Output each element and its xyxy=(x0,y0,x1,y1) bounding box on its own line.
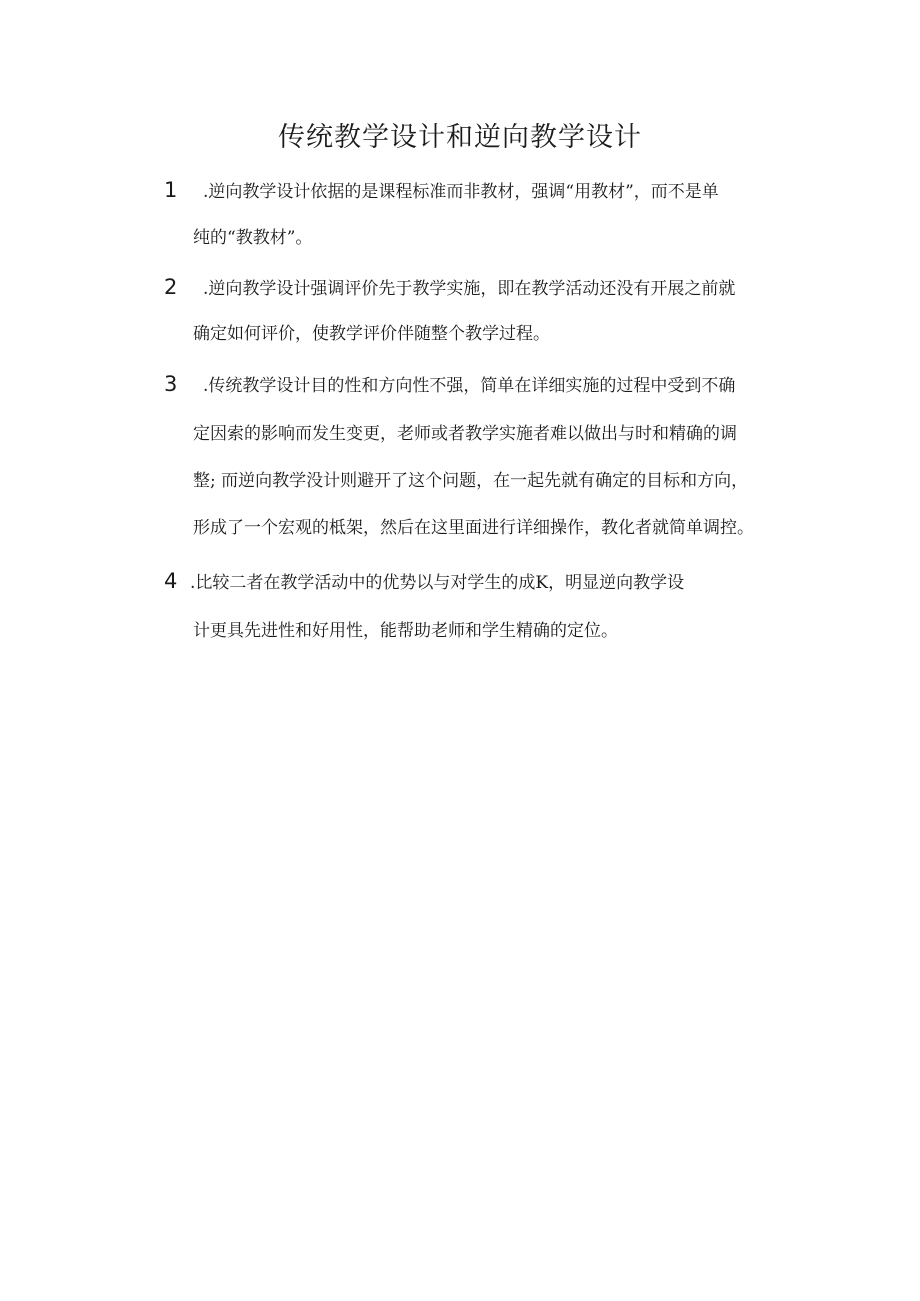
item-number: 3 xyxy=(164,372,178,396)
item-text-line: 确定如何评价，使教学评价伴随整个教学过程。 xyxy=(193,324,550,344)
item-number: 2 xyxy=(164,275,178,299)
item-text-line: 整; 而逆向教学没计则避开了这个问题，在一起先就有确定的目标和方向， xyxy=(193,471,749,491)
item-text-line: .传统教学设计目的性和方向性不强，简单在详细实施的过程中受到不确 xyxy=(203,376,736,396)
item-text-line: 纯的“教教材”。 xyxy=(193,228,313,248)
item-text-line: .逆向教学设计强调评价先于教学实施，即在教学活动还没有开展之前就 xyxy=(203,279,736,299)
item-text-line: .逆向教学设计依据的是课程标准而非教材，强调“用教材”，而不是单 xyxy=(203,182,719,202)
item-text-line: 形成了一个宏观的柢架，然后在这里面进行详细操作，教化者就简单调控。 xyxy=(193,518,754,538)
page-title: 传统教学设计和逆向教学设计 xyxy=(278,122,642,153)
item-number: 1 xyxy=(164,178,178,202)
item-number: 4 xyxy=(164,569,178,593)
item-text-line: 定因索的影响而发生变更，老师或者教学实施者难以做出与时和精确的调 xyxy=(193,424,737,444)
item-text-line: .比较二者在教学活动中的优势以与对学生的成K，明显逆向教学设 xyxy=(190,573,685,593)
item-text-line: 计更具先进性和好用性，能帮助老师和学生精确的定位。 xyxy=(193,621,618,641)
